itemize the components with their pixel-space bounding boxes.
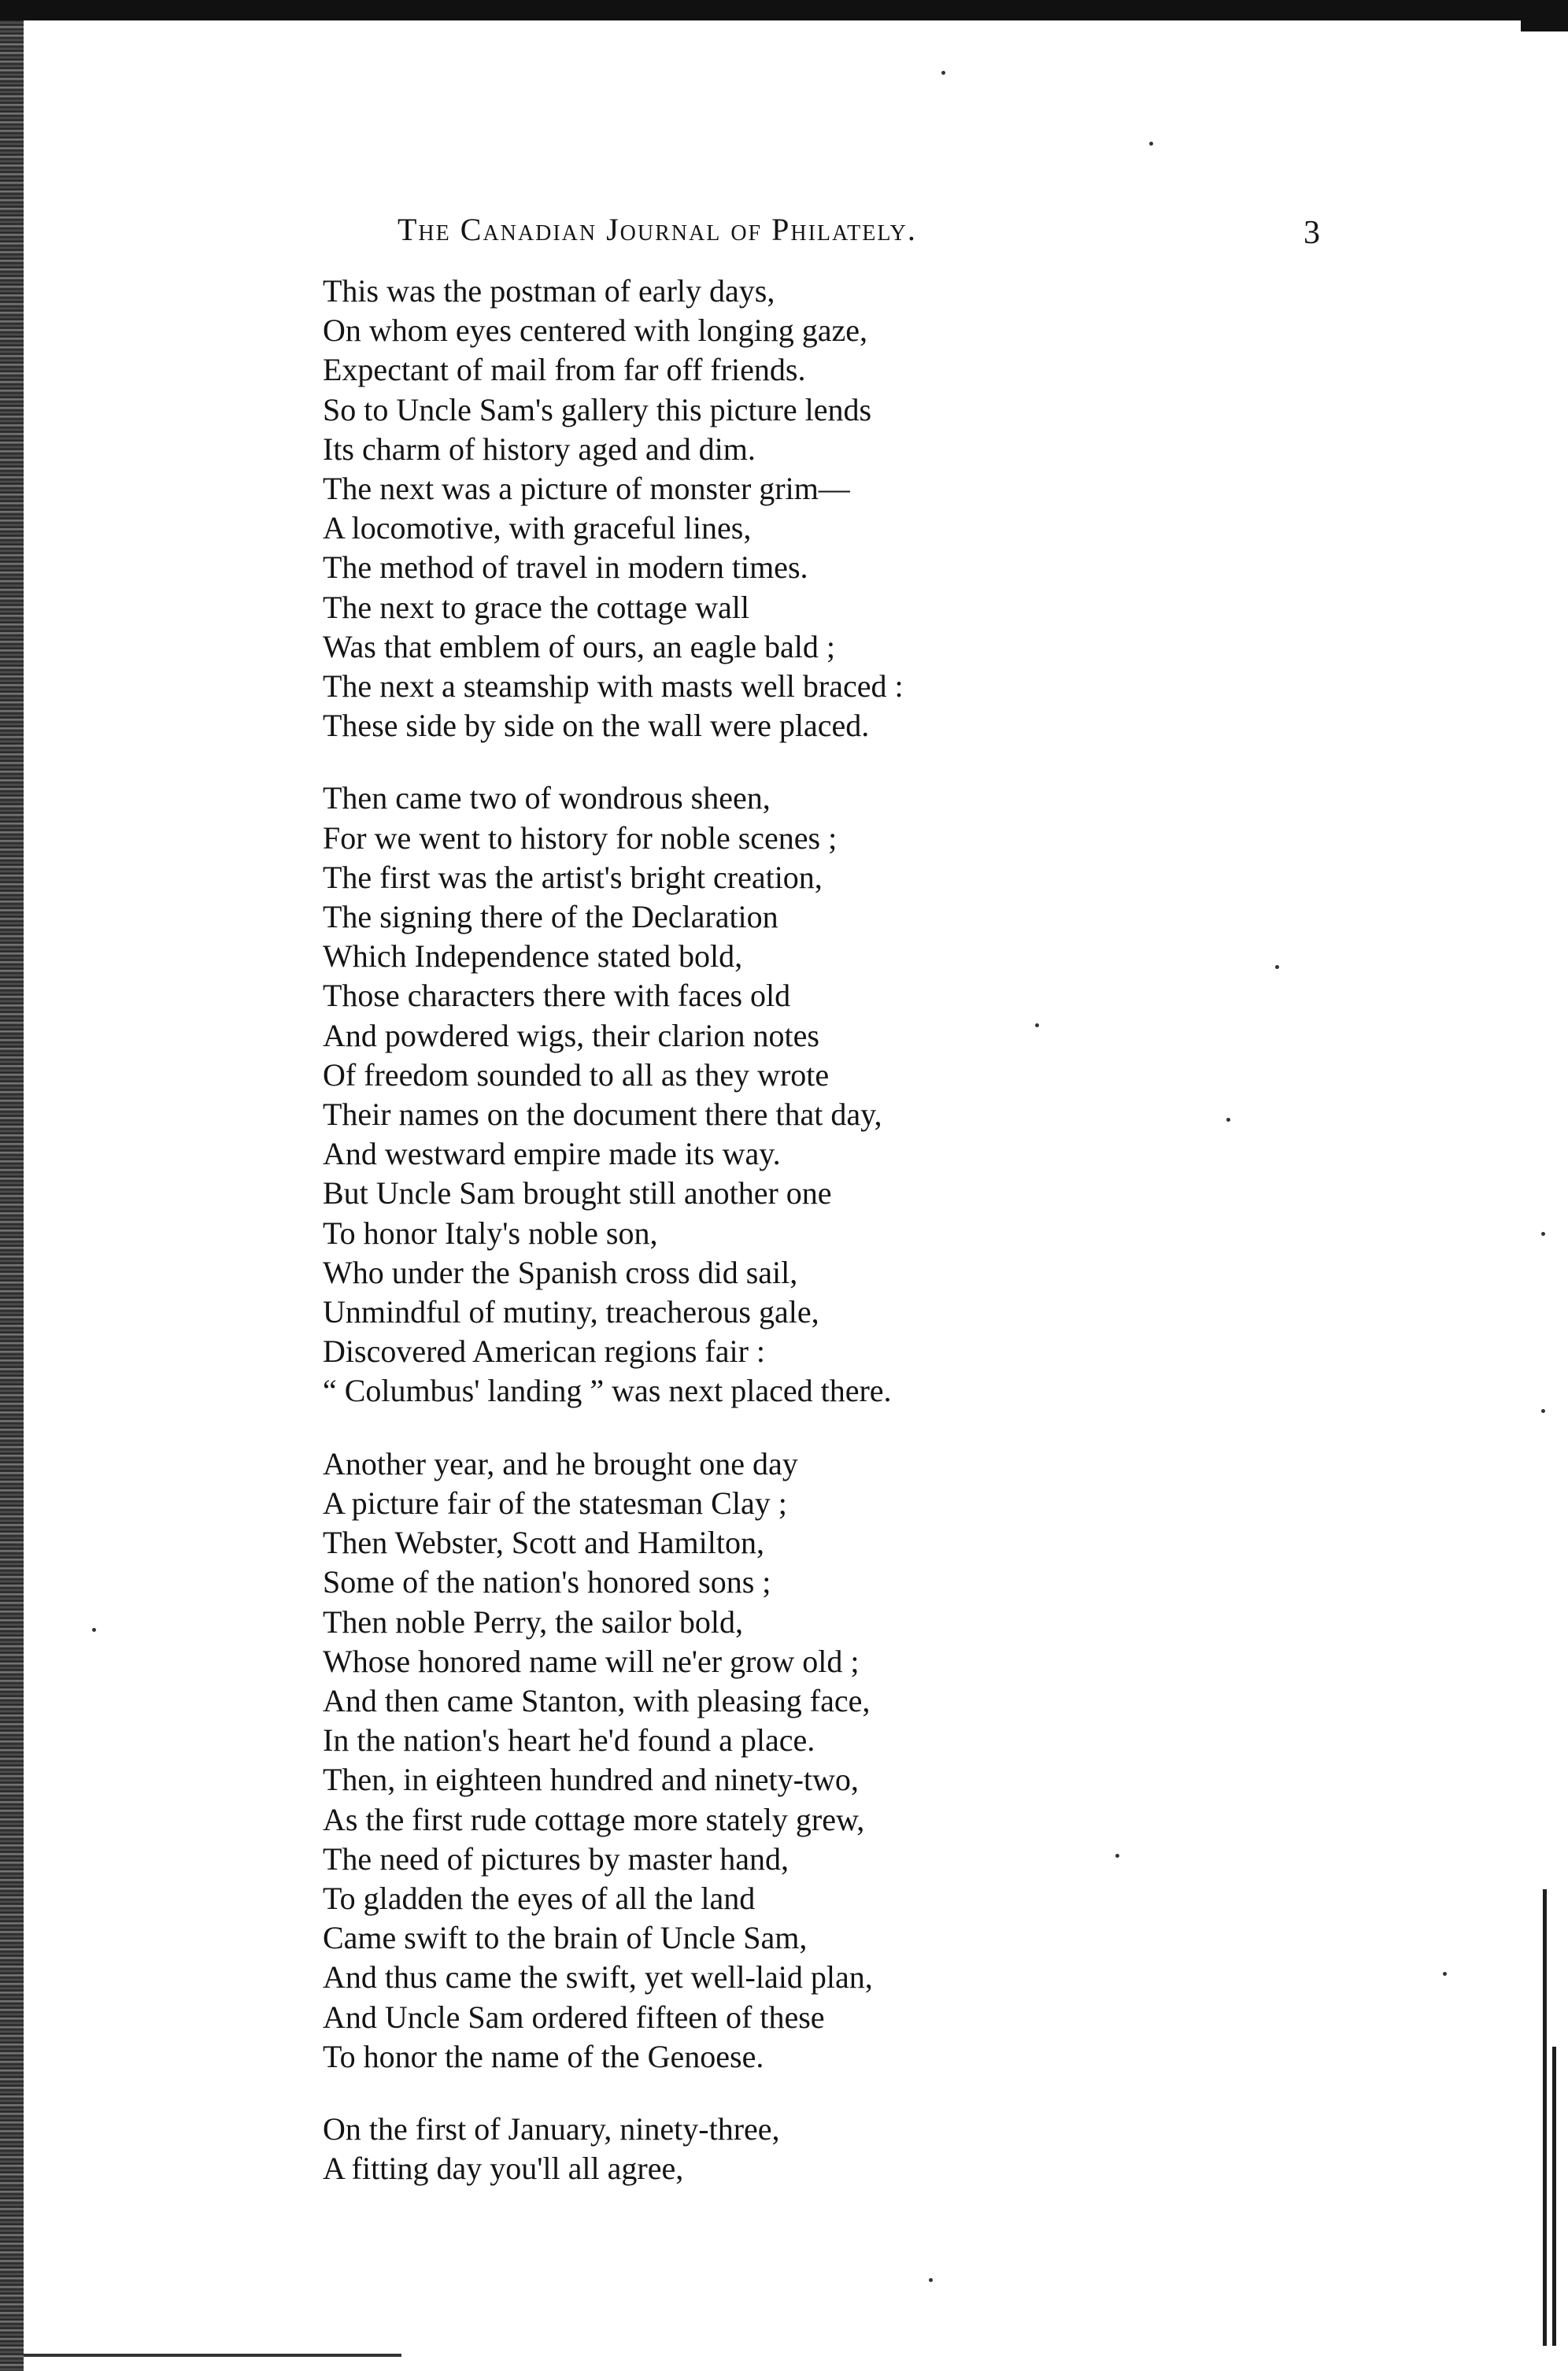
poem-line: And westward empire made its way. (323, 1136, 781, 1172)
scan-speck (929, 2278, 933, 2282)
poem-line: Was that emblem of ours, an eagle bald ; (323, 628, 836, 664)
poem-stanza (323, 1444, 1425, 2077)
poem-line: Which Independence stated bold, (323, 938, 743, 975)
poem-stanza (323, 272, 1425, 745)
poem-line: A picture fair of the statesman Clay ; (323, 1485, 787, 1521)
poem-line: This was the postman of early days, (323, 273, 775, 309)
poem-line: Expectant of mail from far off friends. (323, 352, 806, 388)
running-header: The Canadian Journal of Philately. (398, 212, 917, 247)
poem-line: So to Uncle Sam's gallery this picture lends (323, 391, 872, 427)
poem-line: For we went to history for noble scenes ; (323, 819, 838, 856)
poem-line: The first was the artist's bright creation, (323, 859, 823, 895)
poem-line: To honor Italy's noble son, (323, 1215, 658, 1251)
poem-line: To honor the name of the Genoese. (323, 2038, 764, 2074)
scan-binding-edge (0, 20, 24, 2371)
poem-line: The next a steamship with masts well braced : (323, 668, 904, 705)
poem-line: On the first of January, ninety-three, (323, 2110, 780, 2147)
scan-speck (92, 1628, 96, 1632)
poem-line: As the first rude cottage more stately grew, (323, 1801, 865, 1837)
poem-body (323, 272, 1425, 2221)
poem-line: Its charm of history aged and dim. (323, 431, 756, 467)
poem-line: Then came two of wondrous sheen, (323, 780, 771, 816)
poem-line: In the nation's heart he'd found a place. (323, 1722, 815, 1759)
poem-stanza (323, 779, 1425, 1411)
poem-line: A fitting day you'll all agree, (323, 2151, 684, 2187)
poem-line: Whose honored name will ne'er grow old ; (323, 1643, 860, 1679)
poem-line: The next to grace the cottage wall (323, 589, 749, 625)
poem-line: The need of pictures by master hand, (323, 1840, 790, 1877)
poem-stanza (323, 2110, 1425, 2188)
poem-line: On whom eyes centered with longing gaze, (323, 313, 868, 349)
poem-line: “ Columbus' landing ” was next placed there. (323, 1373, 892, 1409)
poem-line: Those characters there with faces old (323, 978, 791, 1014)
poem-line: These side by side on the wall were placed. (323, 708, 870, 744)
poem-line: Who under the Spanish cross did sail, (323, 1254, 798, 1290)
poem-line: But Uncle Sam brought still another one (323, 1175, 832, 1211)
poem-line: Then, in eighteen hundred and ninety-two, (323, 1762, 859, 1798)
poem-line: Some of the nation's honored sons ; (323, 1564, 771, 1600)
scan-right-edge-line (1543, 1889, 1547, 2346)
poem-line: And Uncle Sam ordered fifteen of these (323, 1999, 825, 2035)
poem-line: Then noble Perry, the sailor bold, (323, 1603, 743, 1640)
poem-line: A locomotive, with graceful lines, (323, 510, 752, 546)
poem-line: The method of travel in modern times. (323, 549, 808, 586)
poem-line: Came swift to the brain of Uncle Sam, (323, 1920, 808, 1956)
scan-right-edge-line (1552, 2047, 1556, 2346)
scan-bottom-mark (24, 2354, 401, 2357)
poem-line: Another year, and he brought one day (323, 1445, 798, 1481)
poem-line: The signing there of the Declaration (323, 899, 778, 935)
poem-line: Discovered American regions fair : (323, 1333, 766, 1370)
scan-speck (1541, 1232, 1545, 1236)
poem-line: The next was a picture of monster grim— (323, 471, 850, 507)
scan-speck (1541, 1409, 1545, 1413)
poem-line: And thus came the swift, yet well-laid plan, (323, 1959, 873, 1996)
poem-line: Then Webster, Scott and Hamilton, (323, 1525, 764, 1561)
poem-line: And then came Stanton, with pleasing face, (323, 1682, 871, 1718)
poem-line: Unmindful of mutiny, treacherous gale, (323, 1294, 819, 1330)
poem-line: And powdered wigs, their clarion notes (323, 1017, 819, 1053)
scan-top-border (0, 0, 1568, 20)
poem-line: To gladden the eyes of all the land (323, 1880, 756, 1916)
poem-line: Their names on the document there that day, (323, 1097, 882, 1133)
page-number: 3 (1304, 215, 1320, 251)
scan-speck (1149, 142, 1153, 146)
poem-line: Of freedom sounded to all as they wrote (323, 1056, 830, 1093)
scan-speck (941, 71, 945, 75)
scan-speck (1443, 1972, 1447, 1976)
